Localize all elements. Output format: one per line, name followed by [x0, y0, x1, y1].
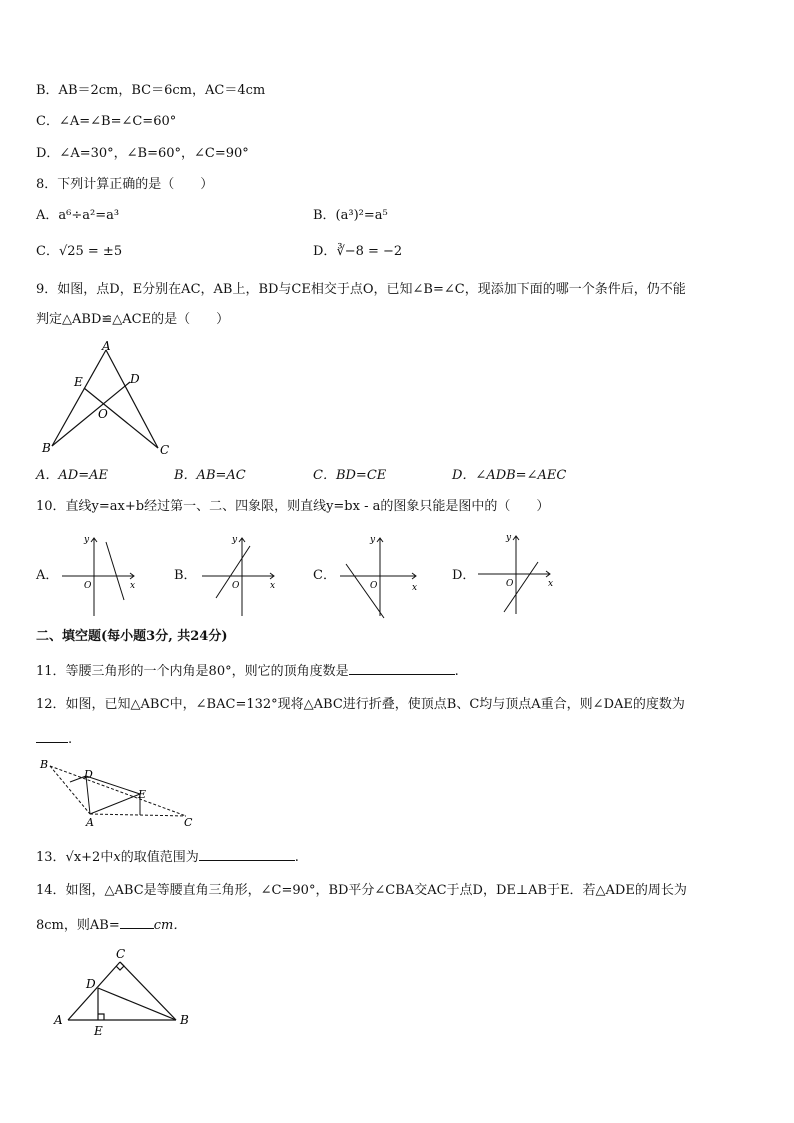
- q14-label-a: A: [54, 1013, 63, 1027]
- q10-graph-c: [338, 534, 418, 618]
- q14-line2-unit: cm．: [153, 918, 187, 933]
- q10a-x: x: [130, 581, 136, 591]
- q13-suffix: 的取值范围为: [120, 850, 199, 865]
- q10c-y: y: [370, 535, 376, 545]
- q8-option-a: A．a⁶÷a²=a³: [36, 208, 120, 223]
- q9-label-d: D: [130, 372, 140, 386]
- q10-stem: 10．直线y=ax+b经过第一、二、四象限，则直线y=bx - a的图象只能是图中的（ ）: [36, 499, 550, 514]
- q10-option-b-label: B．: [174, 568, 197, 583]
- q10b-y: y: [232, 535, 238, 545]
- q13-expr: √x+2: [65, 850, 101, 865]
- section-2-title: 二、填空题(每小题3分, 共24分): [36, 629, 228, 644]
- q9-option-d: D．∠ADB=∠AEC: [452, 468, 567, 483]
- q9-stem-line2: 判定△ABD≌△ACE的是（ ）: [36, 312, 230, 327]
- q14-label-d: D: [86, 977, 96, 991]
- q12-label-b: B: [40, 758, 49, 771]
- q10a-o: O: [84, 581, 92, 591]
- q7-option-c: C．∠A=∠B=∠C=60°: [36, 114, 177, 129]
- q11: [36, 661, 459, 681]
- q8-option-b: B．(a³)²=a⁵: [313, 208, 388, 223]
- q8-option-c-prefix: C．: [36, 244, 59, 259]
- q12-stem: 12．如图，已知△ABC中，∠BAC=132°现将△ABC进行折叠，使顶点B、C均与顶点A重合，则∠DAE的度数为: [36, 697, 685, 712]
- q14-figure: [50, 948, 200, 1038]
- q10a-y: y: [84, 535, 90, 545]
- q9-label-c: C: [160, 443, 170, 457]
- q12-end: .: [68, 732, 73, 747]
- q10-option-a-label: A．: [36, 568, 59, 583]
- q13-middle: 中: [100, 850, 114, 865]
- q10d-x: x: [548, 579, 554, 589]
- q13-prefix: 13．: [36, 850, 66, 865]
- q10-graph-a: [60, 534, 140, 618]
- q10c-o: O: [370, 581, 378, 591]
- q9-label-o: O: [98, 407, 108, 421]
- q12-answer-line: [36, 729, 72, 749]
- q10-graph-b: [200, 534, 280, 618]
- q8-option-d-prefix: D．: [313, 244, 337, 259]
- q7-option-d: D．∠A=30°，∠B=60°，∠C=90°: [36, 146, 249, 161]
- q8-option-d-expr: ∛−8 = −2: [336, 244, 403, 259]
- q12-figure: [38, 758, 198, 828]
- q12-blank: [36, 729, 68, 743]
- q8-option-d: [313, 243, 402, 261]
- q10b-o: O: [232, 581, 240, 591]
- q8-option-c-expr: √25 = ±5: [58, 244, 123, 259]
- q11-stem: 11．等腰三角形的一个内角是80°，则它的顶角度数是: [36, 664, 349, 679]
- q11-blank: [349, 661, 455, 675]
- q14-line2-prefix: 8cm，则AB=: [36, 918, 120, 933]
- q8-stem: 8．下列计算正确的是（ ）: [36, 177, 214, 192]
- q12-label-c: C: [184, 816, 193, 829]
- q12-label-d: D: [84, 768, 93, 781]
- q14-stem: 14．如图，△ABC是等腰直角三角形，∠C=90°，BD平分∠CBA交AC于点D，DE⊥AB于E．若△ADE的周长为: [36, 883, 687, 898]
- q14-line2: [36, 915, 186, 935]
- q13-var: x: [113, 850, 121, 865]
- q10b-x: x: [270, 581, 276, 591]
- q10-option-d-label: D．: [452, 568, 476, 583]
- q9-option-a: A．AD=AE: [36, 468, 108, 483]
- q10c-x: x: [412, 583, 418, 593]
- q8-option-c: [36, 243, 122, 261]
- q14-label-b: B: [180, 1013, 189, 1027]
- q12-label-a: A: [86, 816, 94, 829]
- q9-label-a: A: [102, 339, 111, 353]
- q14-label-c: C: [116, 947, 126, 961]
- q11-end: .: [454, 664, 459, 679]
- q10-graph-d: [476, 532, 556, 616]
- q13-end: .: [294, 850, 299, 865]
- q12-label-e: E: [138, 788, 147, 801]
- q10d-o: O: [506, 579, 514, 589]
- q13: [36, 847, 299, 867]
- q9-option-c: C．BD=CE: [313, 468, 387, 483]
- q7-option-b: B．AB＝2cm，BC＝6cm，AC＝4cm: [36, 83, 266, 98]
- q13-blank: [199, 847, 295, 861]
- q9-label-b: B: [42, 441, 51, 455]
- q9-label-e: E: [74, 375, 83, 389]
- q9-figure: [38, 340, 178, 455]
- q9-stem-line1: 9．如图，点D，E分别在AC，AB上，BD与CE相交于点O，已知∠B=∠C，现添加下面的哪一个条件后，仍不能: [36, 282, 686, 297]
- q14-label-e: E: [94, 1024, 103, 1038]
- q10-option-c-label: C．: [313, 568, 336, 583]
- q9-option-b: B．AB=AC: [174, 468, 246, 483]
- q10d-y: y: [506, 533, 512, 543]
- q14-blank: [120, 915, 154, 929]
